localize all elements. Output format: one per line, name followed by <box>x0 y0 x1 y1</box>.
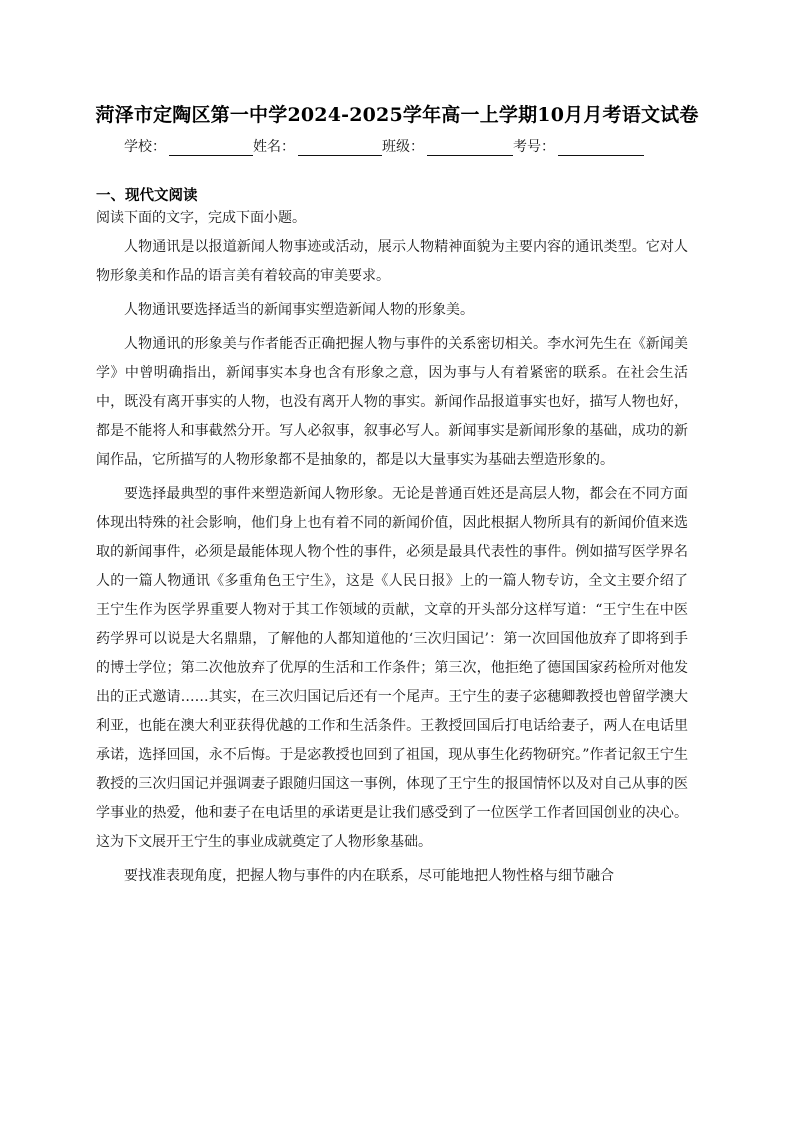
name-blank <box>298 141 382 156</box>
name-label: 姓名： <box>253 139 295 155</box>
school-blank <box>169 141 253 156</box>
exam-number-label: 考号： <box>513 139 555 155</box>
school-label: 学校： <box>124 139 166 155</box>
passage-paragraph: 人物通讯的形象美与作者能否正确把握人物与事件的关系密切相关。李水河先生在《新闻美学》中曾明确指出，新闻事实本身也含有形象之意，因为事与人有着紧密的联系。在社会生活中，既没有离开事实的人物，也没有离开人物的事实。新闻作品报道事实也好，描写人物也好，都是不能将人和事截然分开。写人必叙事，叙事必写人。新闻事实是新闻形象的基础，成功的新闻作品，它所描写的人物形象都不是抽象的，都是以大量事实为基础去塑造形象的。 <box>96 336 688 468</box>
class-label: 班级： <box>382 139 424 155</box>
student-info-row <box>124 136 684 156</box>
passage-paragraph: 要选择最典型的事件来塑造新闻人物形象。无论是普通百姓还是高层人物，都会在不同方面体现出特殊的社会影响，他们身上也有着不同的新闻价值，因此根据人物所具有的新闻价值来选取的新闻事件，必须是最能体现人物个性的事件，必须是最具代表性的事件。例如描写医学界名人的一篇人物通讯《多重角色王宁生》，这是《人民日报》上的一篇人物专访，全文主要介绍了王宁生作为医学界重要人物对于其工作领域的贡献，文章的开头部分这样写道：“王宁生在中医药学界可以说是大名鼎鼎，了解他的人都知道他的‘三次归国记’：第一次回国他放弃了即将到手的博士学位；第二次他放弃了优厚的生活和工作条件；第三次，他拒绝了德国国家药检所对他发出的正式邀请……其实，在三次归国记后还有一个尾声。王宁生的妻子宓穗卿教授也曾留学澳大利亚，也能在澳大利亚获得优越的工作和生活条件。王教授回国后打电话给妻子，两人在电话里承诺，选择回国，永不后悔。于是宓教授也回到了祖国，现从事生化药物研究。”作者记叙王宁生教授的三次归国记并强调妻子跟随归国这一事例，体现了王宁生的报国情怀以及对自己从事的医学事业的热爱，他和妻子在电话里的承诺更是让我们感受到了一位医学工作者回国创业的决心。这为下文展开王宁生的事业成就奠定了人物形象基础。 <box>96 486 688 850</box>
reading-instruction: 阅读下面的文字，完成下面小题。 <box>96 210 306 226</box>
section-heading: 一、现代文阅读 <box>96 188 198 204</box>
passage-paragraph: 人物通讯是以报道新闻人物事迹或活动，展示人物精神面貌为主要内容的通讯类型。它对人物形象美和作品的语言美有着较高的审美要求。 <box>96 239 688 284</box>
exam-number-blank <box>558 141 644 156</box>
reading-passage <box>96 233 688 896</box>
exam-title: 菏泽市定陶区第一中学2024-2025学年高一上学期10月月考语文试卷 <box>95 104 699 126</box>
passage-paragraph: 要找准表现角度，把握人物与事件的内在联系，尽可能地把人物性格与细节融合 <box>124 868 614 884</box>
passage-paragraph: 人物通讯要选择适当的新闻事实塑造新闻人物的形象美。 <box>124 302 474 318</box>
class-blank <box>427 141 513 156</box>
